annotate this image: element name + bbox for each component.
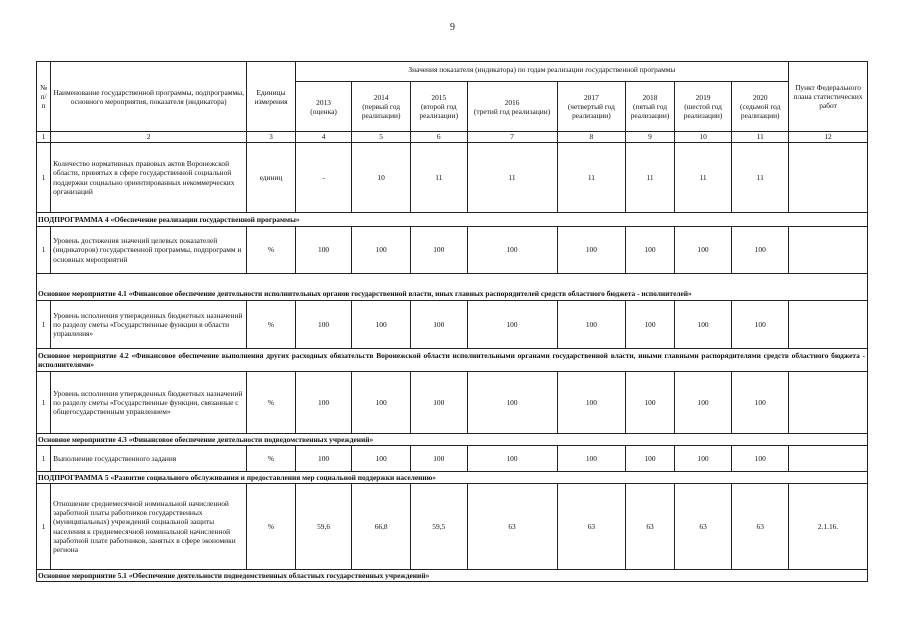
row-number: 1 (37, 372, 51, 434)
indicator-value: 66,8 (352, 484, 411, 570)
indicator-value: 100 (557, 227, 626, 274)
header-year: 2014 (первый год реализации) (352, 82, 411, 132)
indicator-value: 63 (467, 484, 557, 570)
column-number: 12 (789, 132, 868, 143)
column-number: 4 (295, 132, 352, 143)
section-row (37, 349, 868, 372)
row-number: 1 (37, 227, 51, 274)
indicator-name: Отношение среднемесячной номинальной начисленной заработной платы работников государственных (муниципальных) учреждений социальной защиты населения к среднемесячной номинальной начисленной заработной плате работников, занятых в сфере экономики региона (51, 484, 247, 570)
federal-plan-item (789, 227, 868, 274)
federal-plan-item (789, 143, 868, 213)
federal-plan-item (789, 301, 868, 349)
row-number: 1 (37, 446, 51, 472)
indicator-value: 100 (467, 227, 557, 274)
header-year: 2020 (седьмой год реализации) (732, 82, 789, 132)
header-row-group (37, 62, 868, 82)
indicator-unit: % (247, 484, 296, 570)
section-title: ПОДПРОГРАММА 4 «Обеспечение реализации государственной программы» (37, 213, 868, 227)
table-row (37, 446, 868, 472)
indicator-name: Выполнение государственного задания (51, 446, 247, 472)
indicator-value: 63 (674, 484, 732, 570)
indicator-value: 100 (352, 446, 411, 472)
indicator-value: 11 (732, 143, 789, 213)
section-title: Основное мероприятие 4.2 «Финансовое обеспечение выполнения других расходных обязательств Воронежской области исполнительными органами государственной власти, иными главными распорядителями средств областного бюджета - исполнителями» (37, 349, 868, 372)
section-row (37, 472, 868, 484)
column-number: 7 (467, 132, 557, 143)
indicator-value: 100 (295, 372, 352, 434)
federal-plan-item: 2.1.16. (789, 484, 868, 570)
indicator-value: 100 (626, 301, 675, 349)
federal-plan-item (789, 372, 868, 434)
indicators-table (36, 61, 868, 582)
indicator-value: 63 (732, 484, 789, 570)
indicator-value: 100 (732, 446, 789, 472)
header-year: 2017 (четвертый год реализации) (557, 82, 626, 132)
indicator-unit: % (247, 372, 296, 434)
indicator-value: 63 (557, 484, 626, 570)
header-num: № п/п (37, 62, 51, 132)
indicator-value: 100 (674, 446, 732, 472)
section-row (37, 274, 868, 301)
header-units: Единицы измерения (247, 62, 296, 132)
column-number: 2 (51, 132, 247, 143)
column-number: 8 (557, 132, 626, 143)
indicator-value: 100 (674, 301, 732, 349)
indicator-value: 11 (467, 143, 557, 213)
indicator-value: 100 (557, 446, 626, 472)
column-number: 6 (410, 132, 467, 143)
header-federal-plan: Пункт Федерального плана статистических работ (789, 62, 868, 132)
indicator-value: 11 (410, 143, 467, 213)
indicator-unit: единиц (247, 143, 296, 213)
indicator-value: 100 (295, 301, 352, 349)
header-name: Наименование государственной программы, подпрограммы, основного мероприятия, показателя (индикатора) (51, 62, 247, 132)
indicator-value: - (295, 143, 352, 213)
federal-plan-item (789, 446, 868, 472)
indicator-name: Уровень исполнения утвержденных бюджетных назначений по разделу сметы «Государственные функции, связанные с общегосударственным управлением» (51, 372, 247, 434)
indicator-value: 100 (410, 227, 467, 274)
indicator-unit: % (247, 301, 296, 349)
indicator-value: 100 (557, 372, 626, 434)
column-numbers-row (37, 132, 868, 143)
table-row (37, 301, 868, 349)
indicator-value: 100 (295, 227, 352, 274)
indicator-value: 100 (410, 372, 467, 434)
column-number: 10 (674, 132, 732, 143)
column-number: 11 (732, 132, 789, 143)
indicator-name: Уровень исполнения утвержденных бюджетных назначений по разделу сметы «Государственные функции в области управления» (51, 301, 247, 349)
indicator-value: 100 (732, 227, 789, 274)
table-row (37, 227, 868, 274)
indicator-value: 100 (557, 301, 626, 349)
indicator-unit: % (247, 227, 296, 274)
indicator-value: 63 (626, 484, 675, 570)
page-number: 9 (450, 22, 455, 33)
table-row (37, 143, 868, 213)
header-year: 2015 (второй год реализации) (410, 82, 467, 132)
section-row (37, 570, 868, 582)
indicator-name: Уровень достижения значений целевых показателей (индикаторов) государственной программы, подпрограмм и основных мероприятий (51, 227, 247, 274)
header-year: 2013 (оценка) (295, 82, 352, 132)
indicator-value: 59,5 (410, 484, 467, 570)
table-row (37, 372, 868, 434)
header-year: 2016 (третий год реализации) (467, 82, 557, 132)
indicator-value: 100 (674, 227, 732, 274)
header-year: 2019 (шестой год реализации) (674, 82, 732, 132)
table-row (37, 484, 868, 570)
column-number: 5 (352, 132, 411, 143)
row-number: 1 (37, 301, 51, 349)
indicator-value: 100 (732, 301, 789, 349)
section-title: Основное мероприятие 4.1 «Финансовое обеспечение деятельности исполнительных органов государственной власти, иных главных распорядителей средств областного бюджета - исполнителей» (37, 274, 868, 301)
indicator-value: 100 (626, 372, 675, 434)
indicator-value: 11 (557, 143, 626, 213)
column-number: 1 (37, 132, 51, 143)
section-row (37, 213, 868, 227)
indicator-value: 100 (467, 372, 557, 434)
indicator-value: 100 (352, 372, 411, 434)
indicator-value: 100 (410, 301, 467, 349)
indicator-value: 11 (626, 143, 675, 213)
indicator-value: 59,6 (295, 484, 352, 570)
indicator-value: 100 (732, 372, 789, 434)
header-values-group: Значения показателя (индикатора) по годам реализации государственной программы (295, 62, 788, 82)
row-number: 1 (37, 143, 51, 213)
row-number: 1 (37, 484, 51, 570)
column-number: 3 (247, 132, 296, 143)
indicator-name: Количество нормативных правовых актов Воронежской области, принятых в сфере государственной социальной поддержки социально ориентированных некоммерческих организаций (51, 143, 247, 213)
header-year: 2018 (пятый год реализации) (626, 82, 675, 132)
indicator-value: 100 (352, 301, 411, 349)
indicator-value: 100 (626, 227, 675, 274)
indicator-value: 100 (467, 301, 557, 349)
indicator-value: 100 (295, 446, 352, 472)
section-title: Основное мероприятие 5.1 «Обеспечение деятельности подведомственных областных государственных учреждений» (37, 570, 868, 582)
indicator-value: 100 (467, 446, 557, 472)
indicator-value: 100 (626, 446, 675, 472)
indicator-value: 100 (410, 446, 467, 472)
column-number: 9 (626, 132, 675, 143)
section-title: Основное мероприятие 4.3 «Финансовое обеспечение деятельности подведомственных учреждений» (37, 434, 868, 446)
section-row (37, 434, 868, 446)
indicator-value: 100 (352, 227, 411, 274)
section-title: ПОДПРОГРАММА 5 «Развитие социального обслуживания и предоставления мер социальной поддержки населению» (37, 472, 868, 484)
indicator-value: 11 (674, 143, 732, 213)
indicator-value: 100 (674, 372, 732, 434)
indicator-unit: % (247, 446, 296, 472)
indicator-value: 10 (352, 143, 411, 213)
